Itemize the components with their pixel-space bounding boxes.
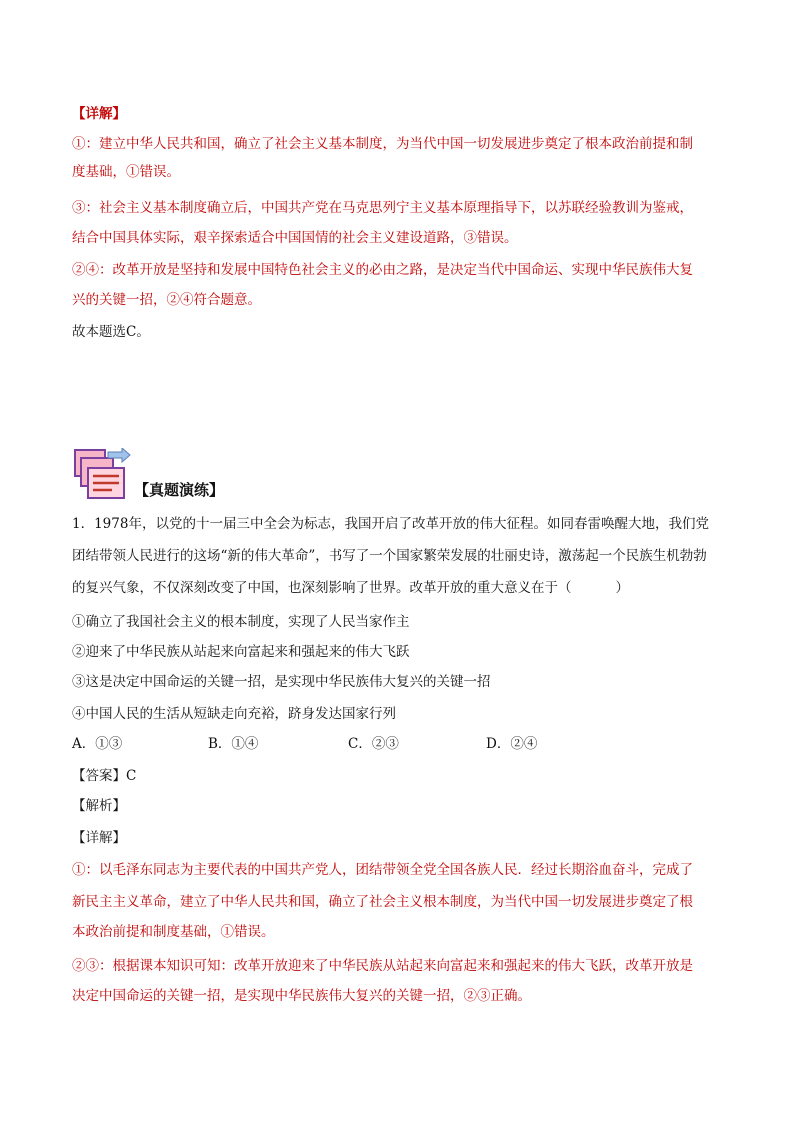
explanation-line: 兴的关键一招，②④符合题意。 bbox=[72, 292, 261, 308]
detail-line: 新民主主义革命，建立了中华人民共和国，确立了社会主义根本制度，为当代中国一切发展进步奠定了根 bbox=[72, 894, 693, 910]
question-stem-line: 团结带领人民进行的这场“新的伟大革命”，书写了一个国家繁荣发展的壮丽史诗，激荡起一个民族生机勃勃 bbox=[72, 548, 707, 564]
statement-item: ①确立了我国社会主义的根本制度，实现了人民当家作主 bbox=[72, 614, 410, 630]
explanation-line: ①：建立中华人民共和国，确立了社会主义基本制度，为当代中国一切发展进步奠定了根本政治前提和制 bbox=[72, 136, 693, 152]
detail-heading: 【详解】 bbox=[72, 830, 126, 846]
answer-text: 【答案】C bbox=[72, 768, 137, 784]
section-header bbox=[72, 448, 472, 504]
explanation-line: 结合中国具体实际，艰辛探索适合中国国情的社会主义建设道路，③错误。 bbox=[72, 230, 518, 246]
conclusion-text: 故本题选C。 bbox=[72, 324, 150, 340]
section-title: 【真题演练】 bbox=[134, 481, 225, 499]
document-stack-icon bbox=[72, 448, 132, 502]
question-stem-line: 1．1978年，以党的十一届三中全会为标志，我国开启了改革开放的伟大征程。如同春雷唤醒大地，我们党 bbox=[72, 516, 709, 532]
detail-heading-top: 【详解】 bbox=[72, 106, 126, 122]
explanation-line: 度基础，①错误。 bbox=[72, 164, 180, 180]
detail-line: 本政治前提和制度基础，①错误。 bbox=[72, 924, 275, 940]
option-a: A．①③ bbox=[72, 736, 123, 752]
detail-line: 决定中国命运的关键一招，是实现中华民族伟大复兴的关键一招，②③正确。 bbox=[72, 988, 531, 1004]
detail-line: ②③：根据课本知识可知：改革开放迎来了中华民族从站起来向富起来和强起来的伟大飞跃，改革开放是 bbox=[72, 958, 693, 974]
question-stem-text: 的复兴气象，不仅深刻改变了中国，也深刻影响了世界。改革开放的重大意义在于（ bbox=[72, 580, 572, 596]
question-stem-line bbox=[72, 578, 732, 598]
analysis-heading: 【解析】 bbox=[72, 798, 126, 814]
answer-blank-paren: ） bbox=[615, 580, 629, 596]
explanation-line: ③：社会主义基本制度确立后，中国共产党在马克思列宁主义基本原理指导下，以苏联经验教训为鉴戒， bbox=[72, 200, 693, 216]
detail-line: ①：以毛泽东同志为主要代表的中国共产党人，团结带领全党全国各族人民．经过长期浴血奋斗，完成了 bbox=[72, 862, 693, 878]
option-c: C．②③ bbox=[348, 736, 399, 752]
statement-item: ③这是决定中国命运的关键一招，是实现中华民族伟大复兴的关键一招 bbox=[72, 674, 491, 690]
explanation-line: ②④：改革开放是坚持和发展中国特色社会主义的必由之路，是决定当代中国命运、实现中华民族伟大复 bbox=[72, 262, 693, 278]
statement-item: ②迎来了中华民族从站起来向富起来和强起来的伟大飞跃 bbox=[72, 644, 410, 660]
option-d: D．②④ bbox=[486, 736, 538, 752]
statement-item: ④中国人民的生活从短缺走向充裕，跻身发达国家行列 bbox=[72, 706, 396, 722]
option-b: B．①④ bbox=[208, 736, 259, 752]
